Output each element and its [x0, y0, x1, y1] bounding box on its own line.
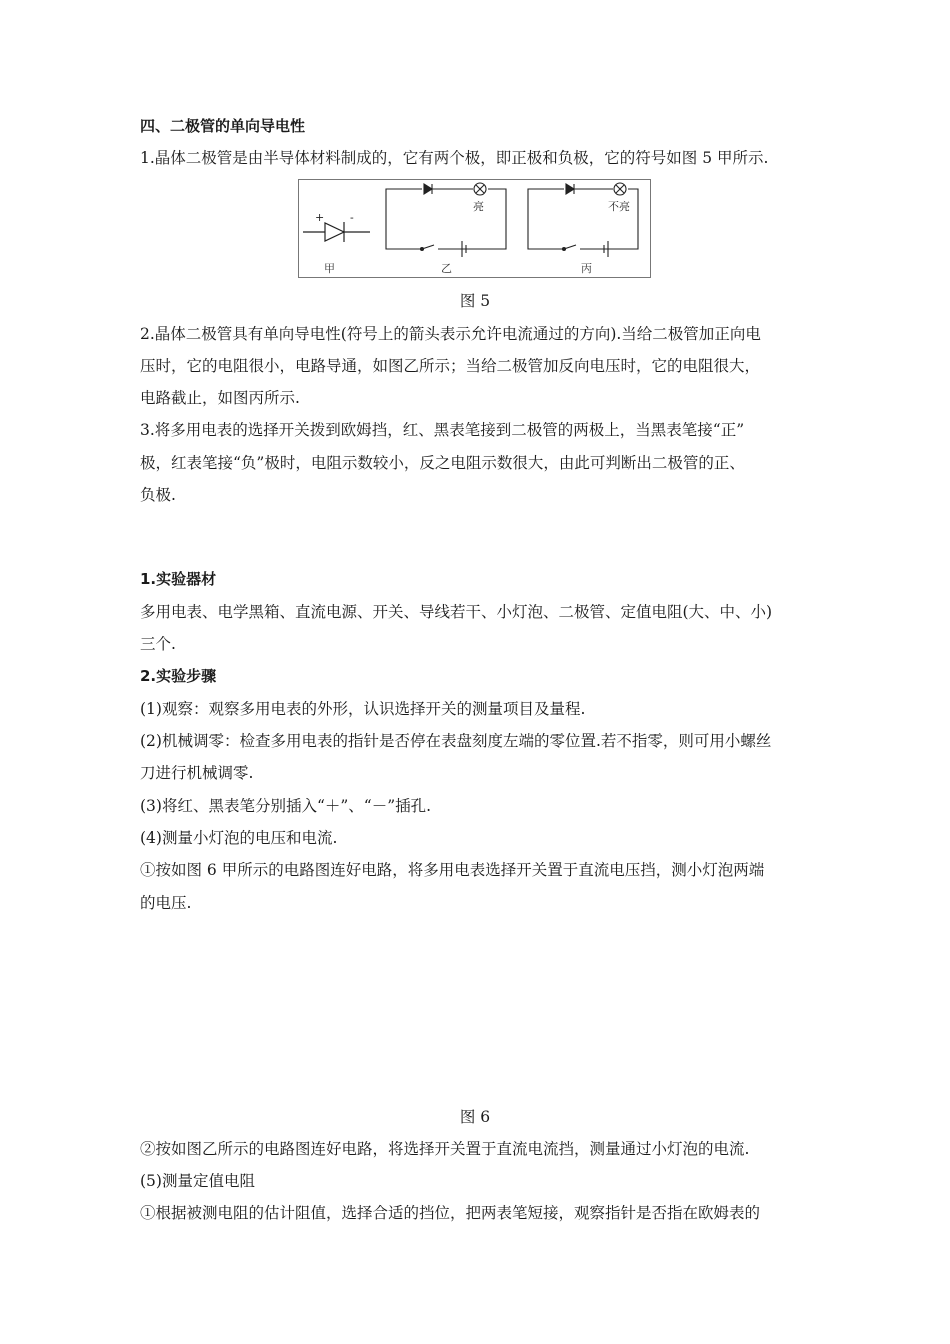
paragraph-3-line-3: 负极. — [140, 486, 176, 504]
label-bright: 亮 — [473, 200, 484, 213]
label-yi: 乙 — [441, 262, 452, 275]
label-bing: 丙 — [581, 262, 592, 275]
step-4: (4)测量小灯泡的电压和电流. — [140, 829, 338, 847]
paragraph-3-line-2: 极，红表笔接“负”极时，电阻示数较小，反之电阻示数很大，由此可判断出二极管的正、 — [140, 454, 745, 472]
paragraph-2-line-2: 压时，它的电阻很小，电路导通，如图乙所示；当给二极管加反向电压时，它的电阻很大， — [140, 357, 761, 375]
step-4a-line-1: ①按如图 6 甲所示的电路图连好电路，将多用电表选择开关置于直流电压挡，测小灯泡两端 — [140, 861, 765, 879]
figure-5-frame — [299, 180, 651, 278]
figure-5-caption: 图 5 — [459, 292, 491, 310]
step-4a-line-2: 的电压. — [140, 894, 192, 912]
step-3: (3)将红、黑表笔分别插入“＋”、“－”插孔. — [140, 797, 432, 815]
label-not-bright: 不亮 — [608, 200, 630, 213]
step-2-line-1: (2)机械调零：检查多用电表的指针是否停在表盘刻度左端的零位置.若不指零，则可用小螺丝 — [140, 732, 772, 750]
figure-5-diodes — [298, 179, 651, 278]
step-5a: ①根据被测电阻的估计阻值，选择合适的挡位，把两表笔短接，观察指针是否指在欧姆表的 — [140, 1204, 761, 1222]
section-heading: 四、二极管的单向导电性 — [140, 117, 306, 135]
equipment-line-2: 三个. — [140, 635, 176, 653]
step-4b: ②按如图乙所示的电路图连好电路，将选择开关置于直流电流挡，测量通过小灯泡的电流. — [140, 1140, 750, 1158]
label-jia: 甲 — [324, 262, 335, 275]
equipment-line-1: 多用电表、电学黑箱、直流电源、开关、导线若干、小灯泡、二极管、定值电阻(大、中、小) — [140, 603, 773, 621]
steps-heading: 2.实验步骤 — [140, 667, 217, 685]
equipment-heading: 1.实验器材 — [140, 570, 217, 588]
plus-sign: + — [315, 211, 325, 224]
figure-6-caption: 图 6 — [459, 1108, 491, 1126]
step-2-line-2: 刀进行机械调零. — [140, 764, 254, 782]
paragraph-1: 1.晶体二极管是由半导体材料制成的，它有两个极，即正极和负极，它的符号如图 5 甲所示. — [140, 149, 769, 167]
paragraph-2-line-1: 2.晶体二极管具有单向导电性(符号上的箭头表示允许电流通过的方向).当给二极管加正向电 — [140, 325, 761, 343]
paragraph-2-line-3: 电路截止，如图丙所示. — [140, 389, 300, 407]
paragraph-3-line-1: 3.将多用电表的选择开关拨到欧姆挡，红、黑表笔接到二极管的两极上，当黑表笔接“正” — [140, 421, 745, 439]
step-1: (1)观察：观察多用电表的外形，认识选择开关的测量项目及量程. — [140, 700, 586, 718]
minus-sign: - — [350, 211, 354, 224]
step-5: (5)测量定值电阻 — [140, 1172, 255, 1190]
